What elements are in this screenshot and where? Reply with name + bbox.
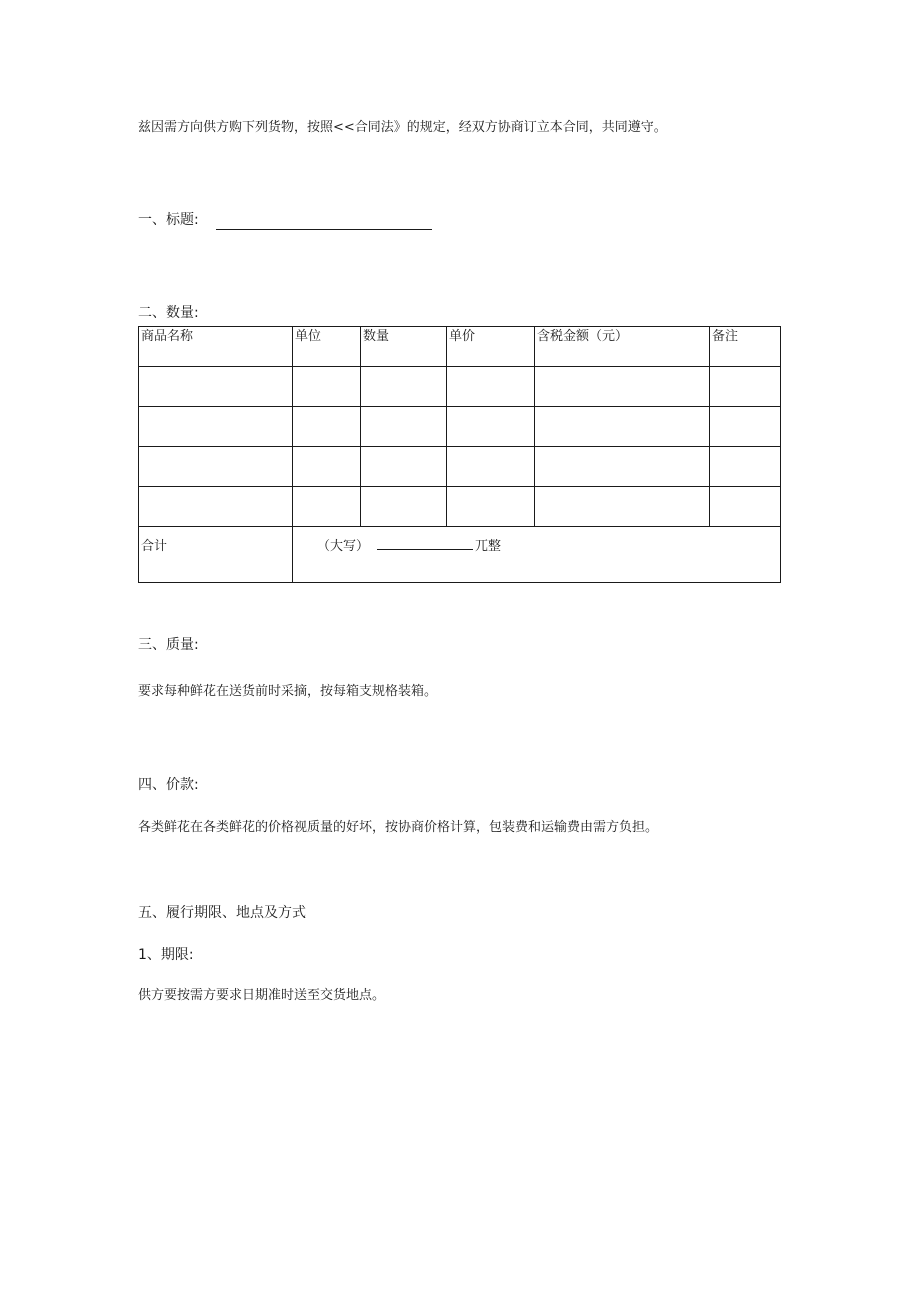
quantity-table [138,326,781,583]
table-header-row [139,327,781,367]
subsection-term-heading: 1、期限: [138,947,194,963]
section-price-text: 各类鲜花在各类鲜花的价格视质量的好坏，按协商价格计算，包装费和运输费由需方负担。 [138,820,659,835]
header-unit: 单位 [293,327,361,367]
table-cell [710,487,781,527]
table-cell [447,447,535,487]
total-label: 合计 [141,539,168,554]
header-quantity: 数量 [361,327,447,367]
intro-paragraph: 兹因需方向供方购下列货物，按照<<合同法》的规定，经双方协商订立本合同，共同遵守。 [138,120,667,135]
section-price-heading: 四、价款: [138,777,199,793]
table-cell [361,407,447,447]
table-row [139,447,781,487]
table-cell [293,407,361,447]
table-cell [710,407,781,447]
table-total-row [139,527,781,583]
table-cell [139,447,293,487]
table-cell [535,447,710,487]
table-cell [447,487,535,527]
table-cell [293,447,361,487]
header-product-name: 商品名称 [139,327,293,367]
section-quality-heading: 三、质量: [138,637,199,653]
table-cell [293,367,361,407]
header-unit-price: 单价 [447,327,535,367]
table-cell [535,487,710,527]
title-blank-line [216,229,432,230]
table-cell [447,407,535,447]
section-quality-text: 要求每种鲜花在送货前时采摘，按每箱支规格装箱。 [138,684,438,699]
header-remarks: 备注 [710,327,781,367]
section-quantity-heading: 二、数量: [138,305,199,321]
table-cell [361,367,447,407]
table-cell [293,487,361,527]
table-cell [710,367,781,407]
table-row [139,487,781,527]
total-amount-cell [293,527,781,583]
header-tax-amount: 含税金额（元） [535,327,710,367]
total-amount-blank [377,537,473,550]
total-label-cell [139,527,293,583]
table-cell [139,487,293,527]
subsection-term-text: 供方要按需方要求日期准时送至交货地点。 [138,988,386,1003]
table-cell [710,447,781,487]
table-cell [535,407,710,447]
table-cell [139,367,293,407]
table-cell [139,407,293,447]
table-cell [535,367,710,407]
table-cell [447,367,535,407]
section-title-heading: 一、标题: [138,212,199,228]
table-cell [361,447,447,487]
total-suffix: 兀整 [475,539,502,554]
section-performance-heading: 五、履行期限、地点及方式 [138,905,306,921]
total-daxie-label: （大写） [317,539,370,554]
table-cell [361,487,447,527]
table-row [139,367,781,407]
table-row [139,407,781,447]
